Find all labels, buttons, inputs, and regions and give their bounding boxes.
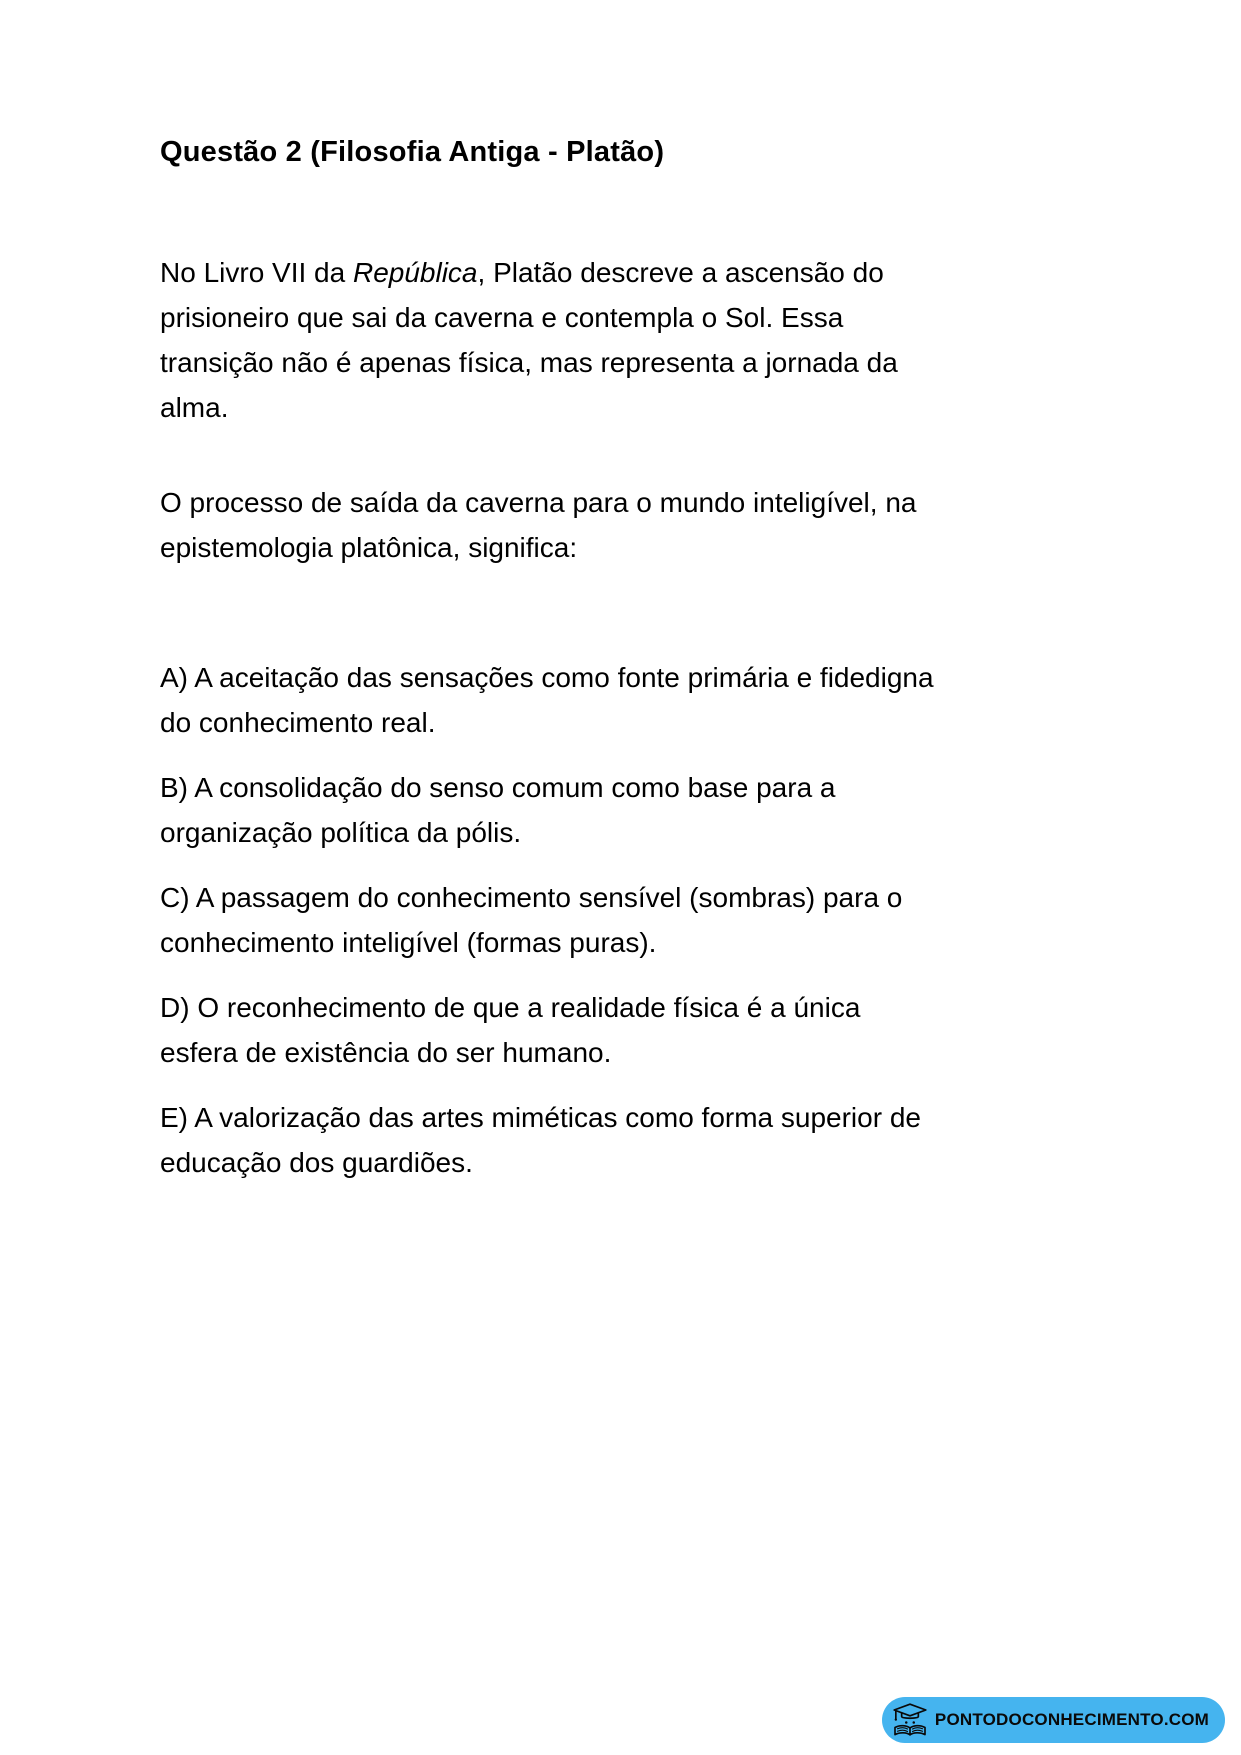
- option-b: B) A consolidação do senso comum como base para a organização política da pólis.: [160, 772, 836, 848]
- brand-text: PONTODOCONHECIMENTO.COM: [934, 1710, 1209, 1729]
- option-d: D) O reconhecimento de que a realidade física é a única esfera de existência do ser humano.: [160, 992, 861, 1068]
- question-title: Questão 2 (Filosofia Antiga - Platão): [160, 136, 665, 168]
- graduate-reading-book-icon: [890, 1700, 930, 1740]
- question-statement: O processo de saída da caverna para o mundo inteligível, na epistemologia platônica, significa:: [160, 487, 917, 563]
- options-list: [160, 655, 941, 1185]
- option-a: A) A aceitação das sensações como fonte primária e fidedigna do conhecimento real.: [160, 662, 934, 738]
- option-e: E) A valorização das artes miméticas como forma superior de educação dos guardiões.: [160, 1102, 921, 1178]
- intro-text-after: , Platão descreve a ascensão do prisioneiro que sai da caverna e contempla o Sol. Essa transição não é apenas física, mas representa a jornada da alma.: [160, 257, 898, 423]
- intro-paragraph: [160, 250, 941, 430]
- book-title-italic: República: [352, 257, 478, 288]
- site-badge[interactable]: [882, 1697, 1225, 1743]
- option-c: C) A passagem do conhecimento sensível (sombras) para o conhecimento inteligível (formas puras).: [160, 882, 903, 958]
- intro-text-before: No Livro VII da: [160, 257, 353, 288]
